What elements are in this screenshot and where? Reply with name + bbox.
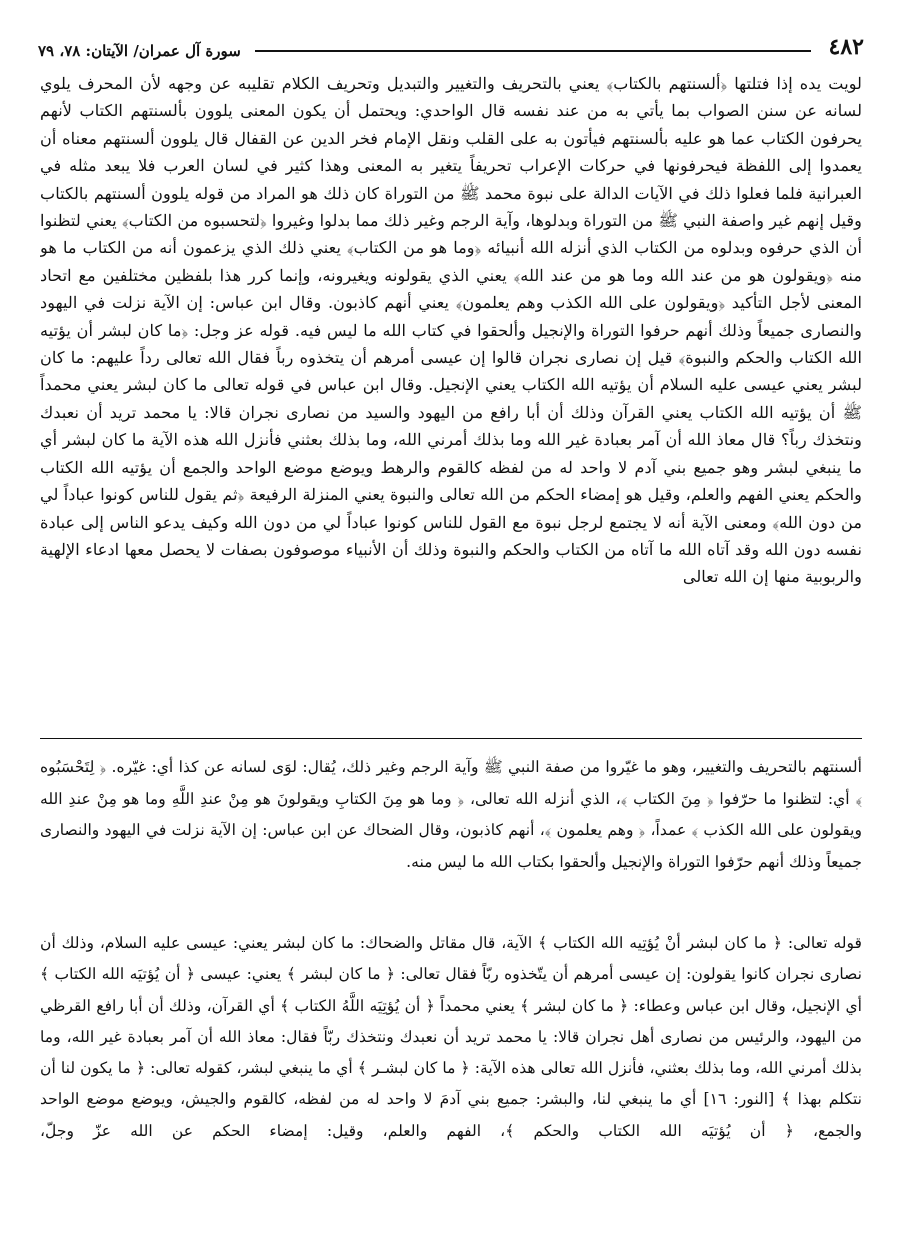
main-commentary-text (40, 70, 862, 730)
footnote-paragraph-2: قوله تعالى: ﴿ ما كان لبشر أنْ يُؤتِيه الله الكتاب ﴾ الآية، قال مقاتل والضحاك: ما كان لبشر يعني: عيسى عليه السلام، وذلك أن نصارى نجران كانوا يقولون: إن عيسى أمرهم أن يتّخذوه ربّاً فقال تعالى: ﴿ ما كان لبشر ﴾ يعني: عيسى ﴿ أن يُؤتيَه الله الكتاب ﴾ أي الإنجيل، وقال ابن عباس وعطاء: ﴿ ما كان لبشر ﴾ يعني محمداً ﴿ أن يُؤتِيَه اللَّهُ الكتاب ﴾ أي القرآن، وذلك أن أبا رافع القرظي من اليهود، والرئيس من نصارى أهل نجران قالا: يا محمد تريد أن نعبدك ونتخذك ربّاً فقال: معاذ الله أن آمر بعبادة غير الله، وما بذلك أمرني الله، وما بذلك بعثني، فأنزل الله تعالى هذه الآية: ﴿ ما كان لبشـر ﴾ أي ما ينبغي لبشر، كقوله تعالى: ﴿ ما يكون لنا أن نتكلم بهذا ﴾ [النور: ١٦] أي ما ينبغي لنا، والبشر: جميع بني آدمَ لا واحد له من لفظه، كالقوم والجيش، ويوضع موضع الواحد والجمع، ﴿ أن يُؤتيَه الله الكتاب والحكم ﴾، الفهم والعلم، وقيل: إمضاء الحكم عن الله عزّ وجلّ، (40, 934, 862, 1140)
footnote-separator (40, 738, 862, 739)
footnote-paragraph-1: ألسنتهم بالتحريف والتغيير، وهو ما غيّروا من صفة النبي ﷺ وآية الرجم وغير ذلك، يُقال: لوَى لسانه عن كذا أي: غيّره. ﴿ لِتَحْسَبُوه ﴾ أي: لتظنوا ما حرّفوا ﴿ مِنَ الكتاب ﴾، الذي أنزله الله تعالى، ﴿ وما هو مِنَ الكتابِ ويقولونَ هو مِنْ عندِ اللَّهِ وما هو مِنْ عندِ الله ويقولون على الله الكذب ﴾ عمداً، ﴿ وهم يعلمون ﴾، أنهم كاذبون، وقال الضحاك عن ابن عباس: إن الآية نزلت في اليهود والنصارى جميعاً وذلك أنهم حرّفوا التوراة والإنجيل وألحقوا بكتاب الله ما ليس منه. (40, 758, 862, 871)
main-paragraph: لويت يده إذا فتلتها ﴿ألسنتهم بالكتاب﴾ يعني بالتحريف والتغيير والتبديل وتحريف الكلام تقليبه عن وجهه لأن المحرف يلوي لسانه عن سنن الصواب بما يأتي به من عند نفسه قال الواحدي: ويحتمل أن يكون المعنى يلوون بألسنتهم الكتاب لأنهم يحرفون الكتاب عما هو عليه بألسنتهم فيأتون به على القلب ونقل الإمام فخر الدين عن القفال قال يلوون ألسنتهم معناه أن يعمدوا إلى اللفظة فيحرفونها في حركات الإعراب تحريفاً يتغير به المعنى وهذا كثير في لسان العرب فلا يبعد مثله في العبرانية فلما فعلوا ذلك في الآيات الدالة على نبوة محمد ﷺ من التوراة كان ذلك هو المراد من قوله يلوون ألسنتهم بالكتاب وقيل إنهم غير واصفة النبي ﷺ من التوراة وبدلوها، وآية الرجم وغير ذلك مما بدلوا وغيروا ﴿لتحسبوه من الكتاب﴾ يعني لتظنوا أن الذي حرفوه وبدلوه من الكتاب الذي أنزله الله أنبيائه ﴿وما هو من الكتاب﴾ يعني ذلك الذي يزعمون أنه من الكتاب ما هو منه ﴿ويقولون هو من عند الله وما هو من عند الله﴾ يعني الذي يقولونه ويغيرونه، وإنما كرر هذا بلفظين مختلفين مع اتحاد المعنى لأجل التأكيد ﴿ويقولون على الله الكذب وهم يعلمون﴾ يعني أنهم كاذبون. وقال ابن عباس: إن الآية نزلت في اليهود والنصارى جميعاً وذلك أنهم حرفوا التوراة والإنجيل وألحقوا في كتاب الله ما ليس فيه. قوله عز وجل: ﴿ما كان لبشر أن يؤتيه الله الكتاب والحكم والنبوة﴾ قيل إن نصارى نجران قالوا إن عيسى أمرهم أن يتخذوه رباً فقال الله تعالى رداً عليهم: ما كان لبشر يعني عيسى عليه السلام أن يؤتيه الله الكتاب يعني الإنجيل. وقال ابن عباس في قوله تعالى ما كان لبشر يعني محمداً ﷺ أن يؤتيه الله الكتاب يعني القرآن وذلك أن أبا رافع من اليهود والسيد من نصارى نجران قالا: يا محمد تريد أن نعبدك ونتخذك رباً؟ قال معاذ الله أن آمر بعبادة غير الله وما بذلك أمرني الله، وما بذلك بعثني فأنزل الله هذه الآية ما كان لبشر أي ما ينبغي لبشر وهو جميع بني آدم لا واحد له من لفظه كالقوم والرهط ويوضع موضع الواحد والجمع أن يؤتيه الله الكتاب والحكم يعني الفهم والعلم، وقيل هو إمضاء الحكم من الله تعالى والنبوة يعني المنزلة الرفيعة ﴿ثم يقول للناس كونوا عباداً لي من دون الله﴾ ومعنى الآية أنه لا يجتمع لرجل نبوة مع القول للناس كونوا عباداً لي من دون الله وكيف يدعو الناس إلى عبادة نفسه دون الله وقد آتاه الله ما آتاه من الكتاب والحكم والنبوة وذلك أن الأنبياء موصوفون بصفات لا يحصل معها ادعاء الإلهية والربوبية منها إن الله تعالى (40, 74, 862, 587)
footnote-block-1 (40, 752, 862, 912)
running-title: سورة آل عمران/ الآيتان: ٧٨، ٧٩ (38, 42, 241, 60)
footnote-block-2 (40, 928, 862, 1233)
header-rule (255, 50, 811, 52)
page-header (38, 30, 864, 60)
page-number: ٤٨٢ (828, 34, 864, 60)
